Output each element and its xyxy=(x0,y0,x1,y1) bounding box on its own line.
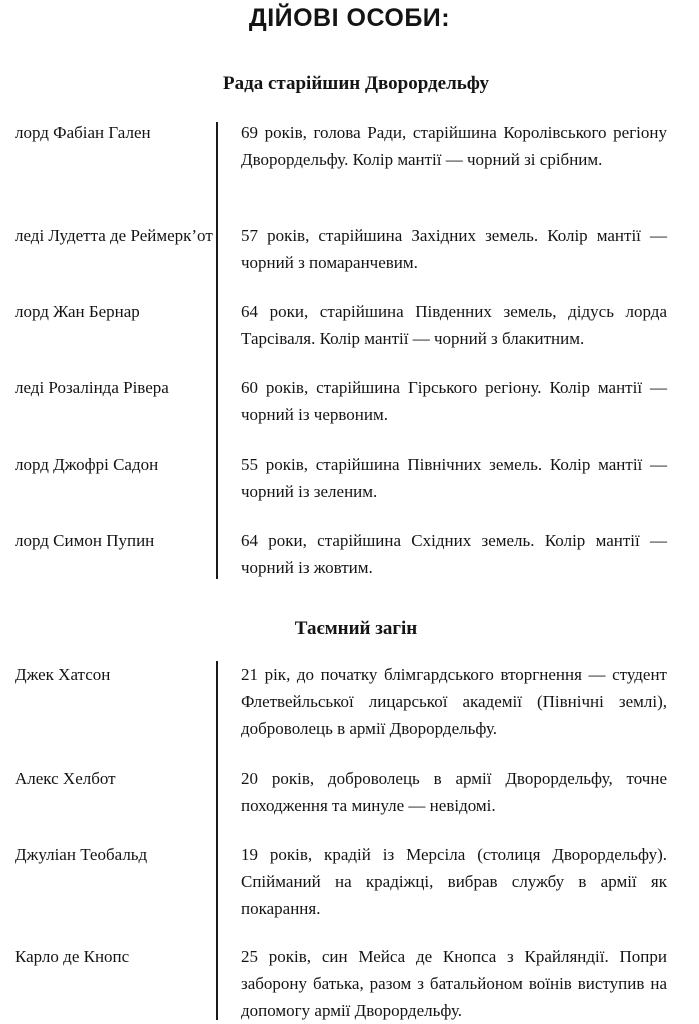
character-name: лорд Симон Пупин xyxy=(15,531,155,550)
column-divider xyxy=(216,661,218,1020)
character-description: 55 років, старійшина Північних земель. Колір мантії — чорний із зеленим. xyxy=(241,455,667,501)
character-name: Джуліан Теобальд xyxy=(15,845,148,864)
section-heading-council: Рада старійшин Дворордельфу xyxy=(223,73,489,94)
character-name: Карло де Кнопс xyxy=(15,947,130,966)
character-description: 25 років, син Мейса де Кнопса з Крайляндії. Попри заборону батька, разом з батальйоном воїнів виступив на допомогу армії Дворордельфу. xyxy=(241,947,667,1020)
character-description: 20 років, доброволець в армії Дворордельфу, точне походження та минуле — невідомі. xyxy=(241,769,667,815)
section-heading-secret-squad: Таємний загін xyxy=(294,618,418,639)
character-description: 57 років, старійшина Західних земель. Колір мантії — чорний з помаранчевим. xyxy=(241,226,667,272)
character-name: леді Лудетта де Реймерк’от xyxy=(15,226,213,245)
character-description: 64 роки, старійшина Південних земель, дідусь лорда Тарсіваля. Колір мантії — чорний з блакитним. xyxy=(241,302,667,348)
page-title: ДІЙОВІ ОСОБИ: xyxy=(248,4,451,32)
character-description: 64 роки, старійшина Східних земель. Колір мантії — чорний із жовтим. xyxy=(241,531,667,577)
character-name: Джек Хатсон xyxy=(15,665,111,684)
character-name: Алекс Хелбот xyxy=(15,769,116,788)
character-name: лорд Фабіан Гален xyxy=(15,123,151,142)
character-description: 21 рік, до початку блімгардського вторгнення — студент Флетвейльської лицарської академії (Північні землі), доброволець в армії Дворордельфу. xyxy=(241,665,667,738)
character-name: лорд Жан Бернар xyxy=(15,302,140,321)
character-description: 69 років, голова Ради, старійшина Королівського регіону Дворордельфу. Колір мантії — чорний зі срібним. xyxy=(241,123,667,169)
column-divider xyxy=(216,122,218,579)
character-description: 60 років, старійшина Гірського регіону. Колір мантії — чорний із червоним. xyxy=(241,378,667,424)
character-name: леді Розалінда Рівера xyxy=(15,378,169,397)
character-name: лорд Джофрі Садон xyxy=(15,455,159,474)
character-description: 19 років, крадій із Мерсіла (столиця Дворордельфу). Спійманий на крадіжці, вибрав службу в армії як покарання. xyxy=(241,845,667,918)
